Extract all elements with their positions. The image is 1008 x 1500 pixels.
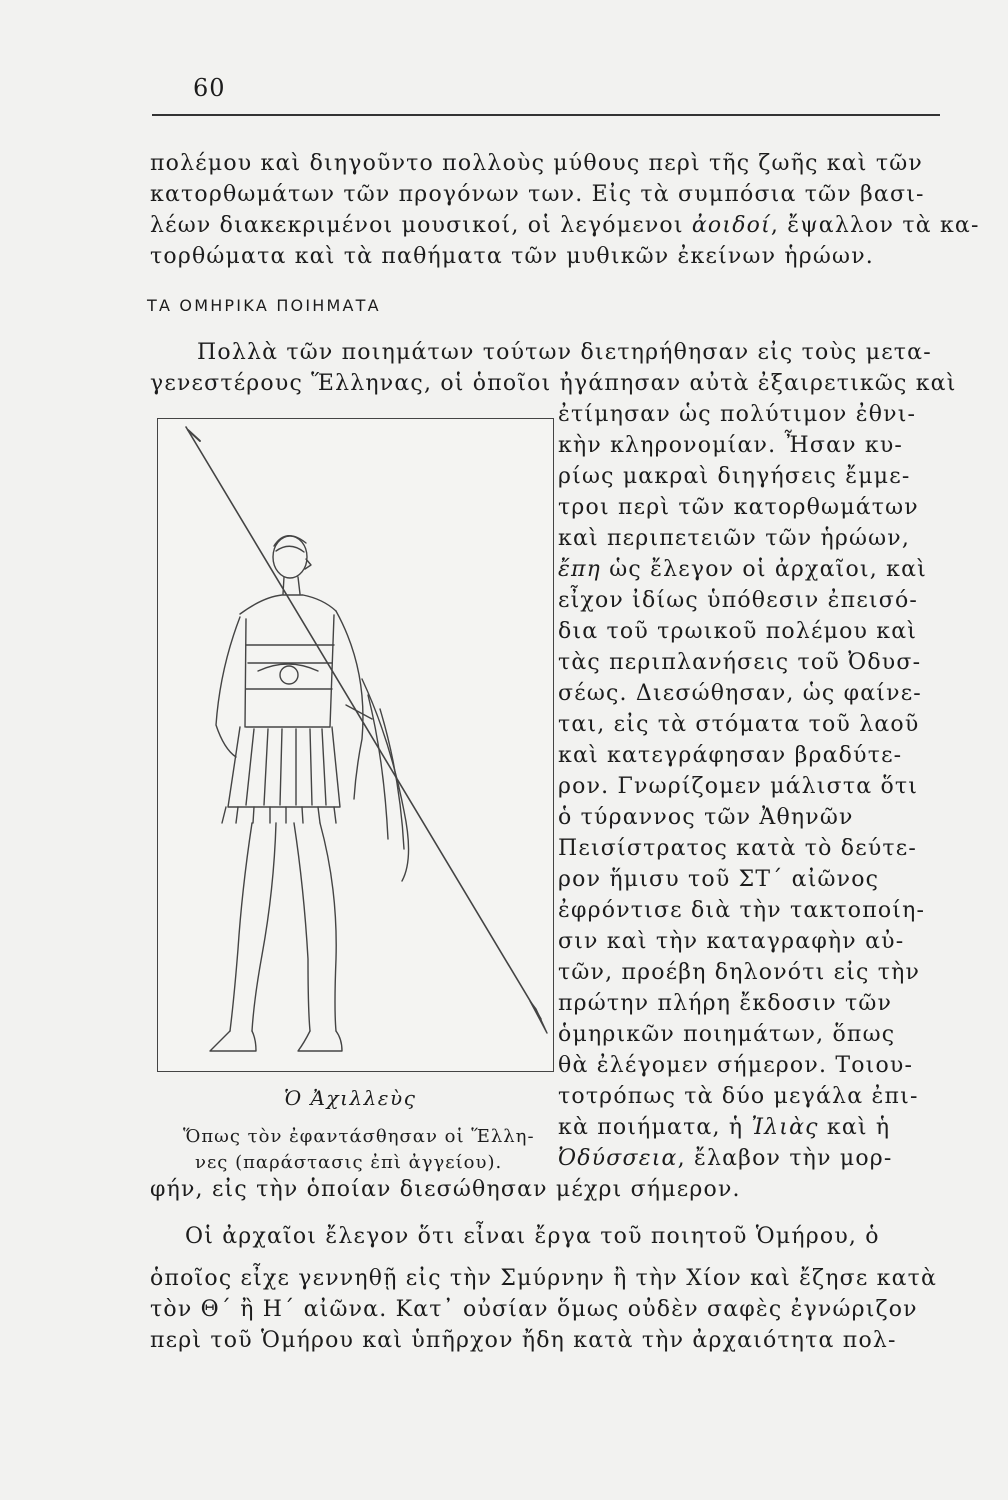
para1-side-line-24-text: κὰ ποιήματα, ἡ [558, 1115, 752, 1140]
para1-side-line-21: ὁμηρικῶν ποιημάτων, ὅπως [558, 1022, 896, 1047]
para1-side-line-24-rest: καὶ ἡ [818, 1115, 891, 1140]
figure-caption-title: Ὁ Ἀχιλλεὺς [284, 1086, 417, 1110]
para1-side-line-25 [558, 1144, 893, 1174]
para1-side-line-13: ρον. Γνωρίζομεν μάλιστα ὅτι [558, 774, 919, 799]
para1-side-line-8: δια τοῦ τρωικοῦ πολέμου καὶ [558, 619, 918, 644]
para1-side-line-3: ρίως μακραὶ διηγήσεις ἔμμε- [558, 464, 911, 489]
para1-side-line-15: Πεισίστρατος κατὰ τὸ δεύτε- [558, 836, 918, 861]
intro-line-3-text: λέων διακεκριμένοι μουσικοί, οἱ λεγόμενοι [150, 213, 692, 238]
para1-side-line-11: ται, εἰς τὰ στόματα τοῦ λαοῦ [558, 712, 920, 737]
para1-side-line-25-rest: , ἔλαβον τὴν μορ- [677, 1146, 893, 1171]
term-aoidoi: ἀοιδοί [691, 213, 771, 238]
para1-side-line-7: εἶχον ἰδίως ὑπόθεσιν ἐπεισό- [558, 588, 919, 613]
figure-achilles [157, 418, 554, 1072]
intro-line-4: τορθώματα καὶ τὰ παθήματα τῶν μυθικῶν ἐκείνων ἡρώων. [150, 244, 874, 269]
para1-side-line-6-rest: ὡς ἔλεγον οἱ ἀρχαῖοι, καὶ [601, 557, 927, 582]
intro-line-3 [150, 211, 980, 241]
para1-line-1: Πολλὰ τῶν ποιημάτων τούτων διετηρήθησαν εἰς τοὺς μετα- [197, 340, 932, 365]
para1-side-line-9: τὰς περιπλανήσεις τοῦ Ὀδυσ- [558, 650, 922, 675]
page-number: 60 [193, 74, 226, 102]
para1-side-line-1: ἐτίμησαν ὡς πολύτιμον ἐθνι- [558, 402, 917, 427]
para1-side-line-2: κὴν κληρονομίαν. Ἦσαν κυ- [558, 433, 904, 458]
intro-line-1: πολέμου καὶ διηγοῦντο πολλοὺς μύθους περὶ τῆς ζωῆς καὶ τῶν [150, 151, 923, 176]
para1-side-line-4: τροι περὶ τῶν κατορθωμάτων [558, 495, 919, 520]
para2-line-4: περὶ τοῦ Ὁμήρου καὶ ὑπῆρχον ἤδη κατὰ τὴν ἀρχαιότητα πολ- [150, 1328, 897, 1353]
para1-side-line-18: σιν καὶ τὴν καταγραφὴν αὐ- [558, 929, 905, 954]
para2-line-2: ὁποῖος εἶχε γεννηθῇ εἰς τὴν Σμύρνην ἢ τὴν Χίον καὶ ἔζησε κατὰ [150, 1266, 938, 1291]
section-heading: ΤΑ ΟΜΗΡΙΚΑ ΠΟΙΗΜΑΤΑ [147, 296, 381, 315]
intro-line-3-rest: , ἔψαλλον τὰ κα- [770, 213, 980, 238]
term-odyssey: Ὀδύσσεια [558, 1146, 678, 1171]
para1-line-2: γενεστέρους Ἕλληνας, οἱ ὁποῖοι ἠγάπησαν αὐτὰ ἐξαιρετικῶς καὶ [150, 371, 957, 396]
para1-side-line-19: τῶν, προέβη δηλονότι εἰς τὴν [558, 960, 921, 985]
term-epi: ἔπη [558, 557, 602, 582]
para1-side-line-23: τοτρόπως τὰ δύο μεγάλα ἐπι- [558, 1084, 919, 1109]
para1-side-line-6 [558, 555, 927, 585]
para1-side-line-16: ρον ἥμισυ τοῦ ΣΤ΄ αἰῶνος [558, 867, 880, 892]
figure-caption-line-1: Ὅπως τὸν ἐφαντάσθησαν οἱ Ἕλλη- [183, 1126, 535, 1147]
para1-side-line-10: σέως. Διεσώθησαν, ὡς φαίνε- [558, 681, 922, 706]
para2-line-1: Οἱ ἀρχαῖοι ἔλεγον ὅτι εἶναι ἔργα τοῦ ποιητοῦ Ὁμήρου, ὁ [185, 1224, 880, 1249]
para1-side-line-5: καὶ περιπετειῶν τῶν ἡρώων, [558, 526, 911, 551]
figure-caption-line-2: νες (παράστασις ἐπὶ ἀγγείου). [195, 1152, 503, 1173]
header-rule [152, 114, 940, 116]
term-iliad: Ἰλιὰς [751, 1115, 819, 1140]
para1-side-line-20: πρώτην πλήρη ἔκδοσιν τῶν [558, 991, 893, 1016]
achilles-illustration [158, 419, 553, 1071]
para1-last-line: φήν, εἰς τὴν ὁποίαν διεσώθησαν μέχρι σήμερον. [150, 1177, 741, 1202]
para1-side-line-12: καὶ κατεγράφησαν βραδύτε- [558, 743, 903, 768]
intro-line-2: κατορθωμάτων τῶν προγόνων των. Εἰς τὰ συμπόσια τῶν βασι- [150, 182, 925, 207]
para1-side-line-24 [558, 1113, 890, 1143]
para1-side-line-22: θὰ ἐλέγομεν σήμερον. Τοιου- [558, 1053, 914, 1078]
para1-side-line-14: ὁ τύραννος τῶν Ἀθηνῶν [558, 805, 854, 830]
para2-line-3: τὸν Θ΄ ἢ Η΄ αἰῶνα. Κατ᾿ οὐσίαν ὅμως οὐδὲν σαφὲς ἐγνώριζον [150, 1297, 918, 1322]
para1-side-line-17: ἐφρόντισε διὰ τὴν τακτοποίη- [558, 898, 926, 923]
